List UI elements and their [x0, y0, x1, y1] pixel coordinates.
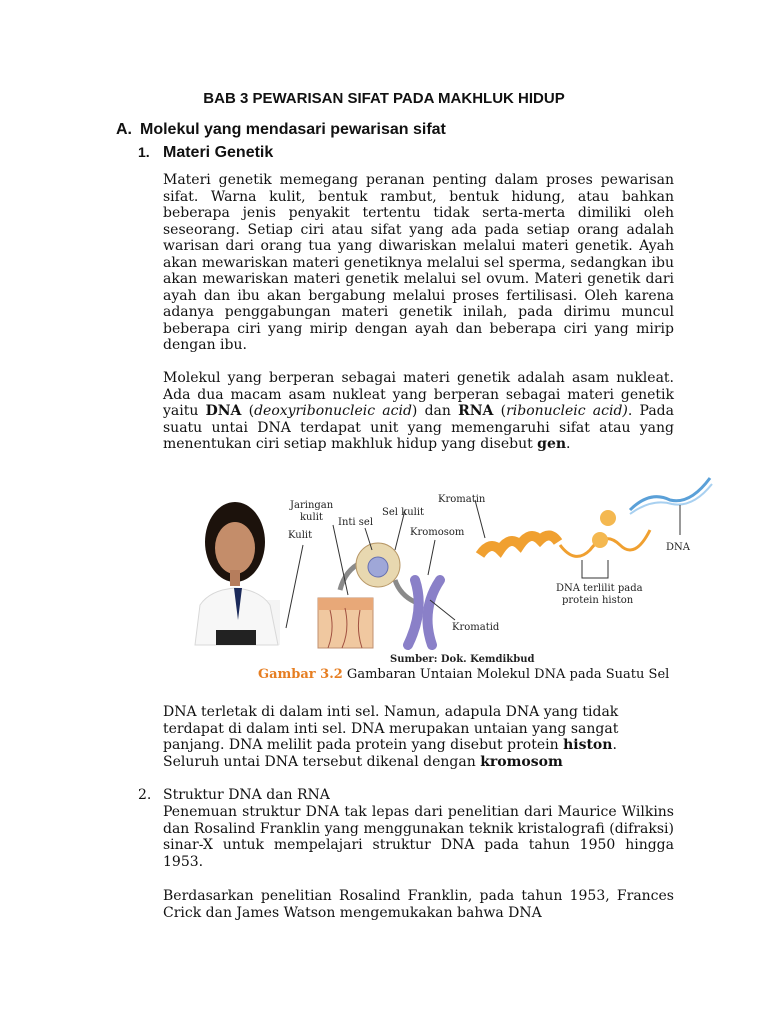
skin-tissue [318, 598, 373, 648]
label-inti-sel: Inti sel [338, 517, 374, 528]
label-sel-kulit: Sel kulit [382, 507, 425, 518]
figure-source: Sumber: Dok. Kemdikbud [390, 654, 535, 665]
section-a-number: A. [116, 121, 132, 138]
p2-text-4: ( [493, 403, 507, 419]
subsection-1-number: 1. [138, 144, 150, 160]
p2-gen-term: gen [537, 436, 567, 452]
p2-text-1: Molekul yang berperan sebagai materi genetik adalah asam nukleat. Ada dua macam asam nukleat yang berperan sebagai materi genetik yaitu [163, 370, 674, 419]
caption-label: Gambar 3.2 [258, 667, 343, 682]
histone-bracket [582, 560, 608, 578]
label-kromatin: Kromatin [438, 494, 486, 505]
p3-histon-term: histon [563, 737, 613, 753]
page-title: BAB 3 PEWARISAN SIFAT PADA MAKHLUK HIDUP [203, 90, 565, 107]
subsection-1-heading [138, 144, 273, 162]
p2-text-3: ) dan [411, 403, 459, 419]
subsection-2-number: 2. [138, 787, 152, 803]
chromatin-coil [480, 535, 558, 555]
p2-text-5: . Pada suatu untai DNA terdapat unit yang memengaruhi sifat atau yang menentukan ciri setiap makhluk hidup yang disebut [163, 403, 674, 452]
p2-rna-full: ribonucleic acid) [506, 403, 628, 419]
figure-caption [258, 667, 669, 682]
chromosome [408, 580, 440, 645]
p3-text-1: DNA terletak di dalam inti sel. Namun, adapula DNA yang tidak terdapat di dalam inti sel. DNA merupakan untaian yang sangat panjang. DNA melilit pada protein yang disebut protein [163, 704, 619, 753]
label-kulit: Kulit [288, 530, 313, 541]
label-jaringan-kulit-2: kulit [300, 512, 323, 523]
label-dna: DNA [666, 542, 690, 553]
paragraph-asam-nukleat [163, 370, 674, 453]
label-dna-histon-2: protein histon [562, 595, 634, 606]
subsection-1-title: Materi Genetik [163, 144, 274, 161]
paragraph-penemuan-dna: Penemuan struktur DNA tak lepas dari penelitian dari Maurice Wilkins dan Rosalind Franklin yang menggunakan teknik kristalografi (difraksi) sinar-X untuk mempelajari struktur DNA pada tahun 1950 hingga 1953. [163, 804, 674, 870]
p2-text-6: . [566, 436, 571, 452]
label-dna-histon-1: DNA terlilit pada [556, 583, 643, 594]
p2-dna-term: DNA [205, 403, 242, 419]
label-jaringan-kulit-1: Jaringan [290, 500, 334, 511]
p2-dna-full: deoxyribonucleic acid [254, 403, 412, 419]
dna-strand [630, 478, 712, 514]
label-kromosom: Kromosom [410, 527, 465, 538]
cell-nucleus [356, 543, 400, 587]
subsection-2-heading [138, 787, 330, 804]
section-a-title: Molekul yang mendasari pewarisan sifat [140, 121, 446, 138]
subsection-2-title: Struktur DNA dan RNA [163, 787, 330, 803]
dna-figure [190, 470, 715, 665]
p3-text-2: . Seluruh untai DNA tersebut dikenal dengan [163, 737, 617, 770]
paragraph-watson-crick: Berdasarkan penelitian Rosalind Franklin, pada tahun 1953, Frances Crick dan James Watson mengemukakan bahwa DNA [163, 888, 674, 921]
section-a-heading [116, 121, 446, 139]
histone-dna [560, 510, 650, 556]
paragraph-materi-genetik: Materi genetik memegang peranan penting dalam proses pewarisan sifat. Warna kulit, bentuk rambut, bentuk hidung, atau bahkan beberapa jenis penyakit tertentu tidak serta-merta dimiliki oleh seseorang. Setiap ciri atau sifat yang ada pada setiap orang adalah warisan dari orang tua yang diwariskan melalui materi genetik. Ayah akan mewariskan materi genetiknya melalui sel sperma, sedangkan ibu akan mewariskan materi genetik melalui sel ovum. Materi genetik dari ayah dan ibu akan bergabung melalui proses fertilisasi. Oleh karena adanya penggabungan materi genetik inilah, pada dirimu muncul beberapa ciri yang mirip dengan ayah dan beberapa ciri yang mirip dengan ibu. [163, 172, 674, 353]
p3-kromosom-term: kromosom [480, 753, 563, 770]
paragraph-dna-inti-sel [163, 704, 674, 770]
student-photo [195, 502, 280, 645]
p2-text-2: ( [241, 403, 255, 419]
p2-rna-term: RNA [458, 403, 494, 419]
caption-text: Gambaran Untaian Molekul DNA pada Suatu Sel [342, 667, 670, 682]
label-kromatid: Kromatid [452, 622, 500, 633]
